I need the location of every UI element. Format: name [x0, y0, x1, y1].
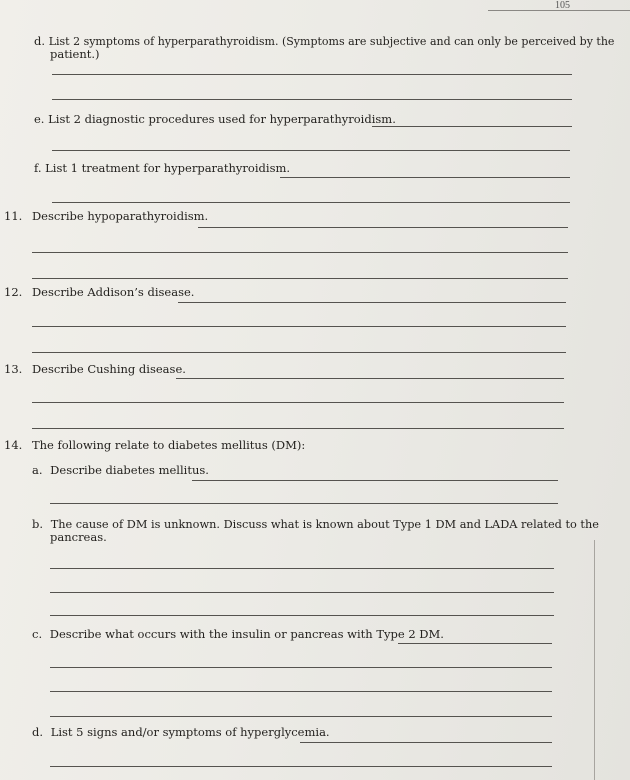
- question-14c: [32, 627, 444, 641]
- question-marker: c.: [32, 627, 43, 641]
- question-e-diagnostic: [34, 112, 396, 126]
- answer-line[interactable]: [372, 126, 572, 127]
- answer-line[interactable]: [50, 592, 554, 593]
- answer-line[interactable]: [50, 716, 552, 717]
- answer-line[interactable]: [398, 643, 552, 644]
- question-text: Describe Addison’s disease.: [31, 285, 195, 299]
- answer-line[interactable]: [32, 352, 566, 353]
- answer-line[interactable]: [32, 252, 568, 253]
- answer-line[interactable]: [52, 150, 570, 151]
- answer-line[interactable]: [50, 667, 552, 668]
- question-d-hyper-symptoms: [34, 34, 614, 49]
- question-marker: d.: [32, 725, 44, 739]
- answer-line[interactable]: [32, 278, 568, 279]
- answer-line[interactable]: [32, 402, 564, 403]
- question-marker: f.: [34, 161, 42, 175]
- answer-line[interactable]: [198, 227, 568, 228]
- answer-line[interactable]: [52, 99, 572, 100]
- question-text: Describe diabetes mellitus.: [50, 463, 209, 477]
- question-marker: b.: [32, 517, 44, 531]
- question-14: [4, 438, 305, 452]
- question-text: Describe Cushing disease.: [31, 362, 186, 376]
- question-marker: 11.: [4, 209, 23, 223]
- question-14b: [32, 517, 599, 532]
- question-d-continuation: patient.): [50, 47, 100, 61]
- question-12: [4, 285, 194, 299]
- answer-line[interactable]: [176, 378, 564, 379]
- answer-line[interactable]: [52, 74, 572, 75]
- answer-line[interactable]: [50, 615, 554, 616]
- page-number: 105: [555, 0, 570, 11]
- answer-line[interactable]: [50, 691, 552, 692]
- question-text: Describe hypoparathyroidism.: [31, 209, 209, 223]
- question-marker: 12.: [4, 285, 23, 299]
- answer-line[interactable]: [32, 428, 564, 429]
- question-text: List 2 symptoms of hyperparathyroidism. (Symptoms are subjective and can only be perceived by the: [48, 35, 615, 48]
- answer-line[interactable]: [32, 326, 566, 327]
- page-edge-shadow: [594, 540, 595, 780]
- question-13: [4, 362, 186, 376]
- question-11: [4, 209, 208, 223]
- question-text: List 2 diagnostic procedures used for hyperparathyroidism.: [48, 112, 396, 126]
- answer-line[interactable]: [50, 766, 552, 767]
- answer-line[interactable]: [178, 302, 566, 303]
- question-marker: d.: [34, 34, 46, 48]
- question-marker: a.: [32, 463, 43, 477]
- question-14b-continuation: pancreas.: [50, 530, 107, 544]
- question-14d: [32, 725, 330, 739]
- answer-line[interactable]: [50, 503, 558, 504]
- question-text: List 1 treatment for hyperparathyroidism.: [45, 161, 291, 175]
- question-marker: 13.: [4, 362, 23, 376]
- question-14a: [32, 463, 209, 477]
- answer-line[interactable]: [192, 480, 558, 481]
- answer-line[interactable]: [280, 177, 570, 178]
- header-rule: [488, 10, 630, 11]
- answer-line[interactable]: [50, 568, 554, 569]
- question-text: Describe what occurs with the insulin or pancreas with Type 2 DM.: [49, 627, 444, 641]
- question-marker: e.: [34, 112, 45, 126]
- answer-line[interactable]: [52, 202, 570, 203]
- question-text: The following relate to diabetes mellitus (DM):: [31, 438, 306, 452]
- question-marker: 14.: [4, 438, 23, 452]
- question-text: List 5 signs and/or symptoms of hyperglycemia.: [50, 725, 330, 739]
- answer-line[interactable]: [300, 742, 552, 743]
- question-f-treatment: [34, 161, 290, 175]
- question-text: The cause of DM is unknown. Discuss what is known about Type 1 DM and LADA related to the: [50, 518, 599, 531]
